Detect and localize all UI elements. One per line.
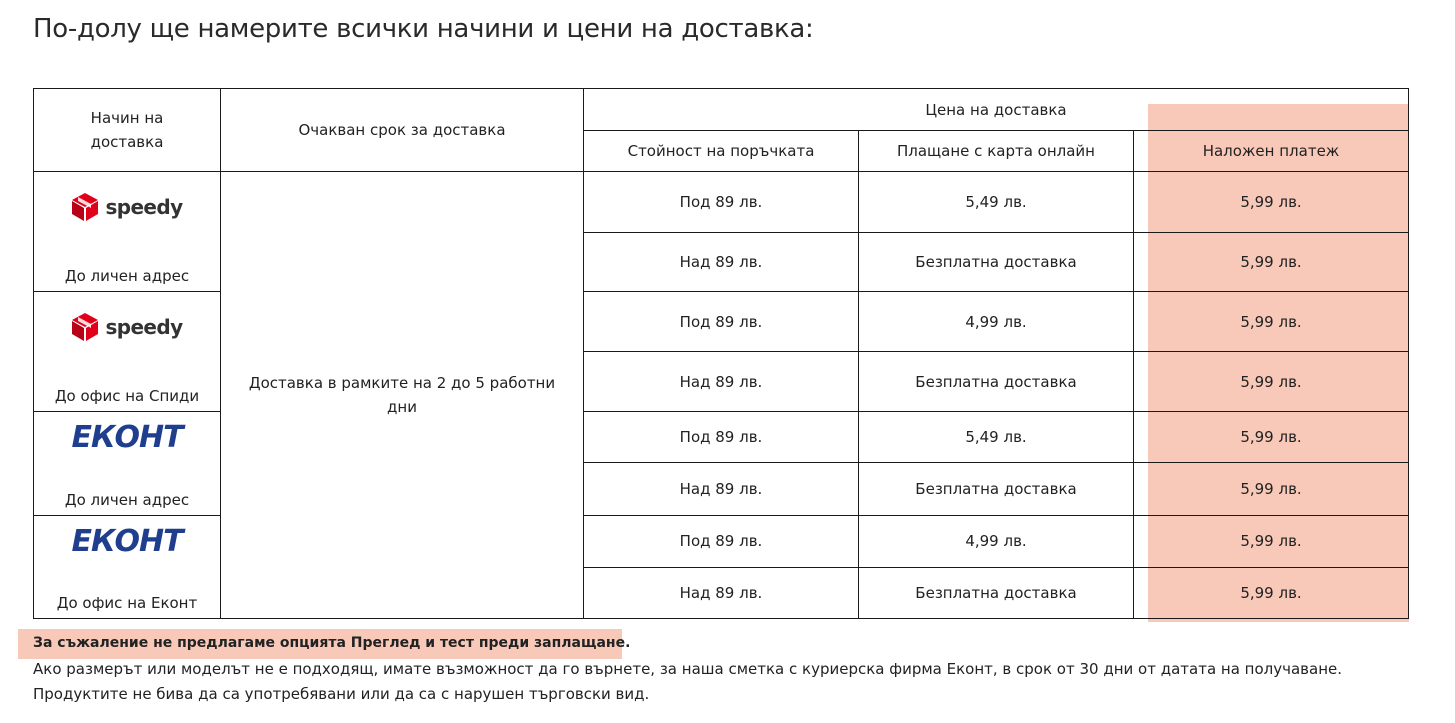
card-price-cell: 5,49 лв. <box>859 412 1134 463</box>
method-label: До офис на Спиди <box>54 387 200 405</box>
order-value-cell: Под 89 лв. <box>584 292 859 352</box>
order-value-cell: Над 89 лв. <box>584 232 859 292</box>
method-label: До офис на Еконт <box>56 594 198 612</box>
cod-price-cell: 5,99 лв. <box>1134 412 1409 463</box>
header-term: Очакван срок за доставка <box>221 89 584 172</box>
speedy-box-icon <box>71 192 99 222</box>
card-price-cell: Безплатна доставка <box>859 232 1134 292</box>
header-card-payment: Плащане с карта онлайн <box>859 131 1134 172</box>
return-policy-text: Ако размерът или моделът не е подходящ, имате възможност да го върнете, за наша сметка с куриерска фирма Еконт, в срок от 30 дни от датата на получаване. Продуктите не бива да са употребявани или да са с нарушен търговски вид. <box>33 660 1343 703</box>
order-value-cell: Под 89 лв. <box>584 172 859 233</box>
order-value-cell: Над 89 лв. <box>584 567 859 619</box>
header-cod: Наложен платеж <box>1134 131 1409 172</box>
card-price-cell: Безплатна доставка <box>859 463 1134 516</box>
method-label: До личен адрес <box>64 491 190 509</box>
header-price: Цена на доставка <box>584 89 1409 131</box>
order-value-cell: Над 89 лв. <box>584 352 859 412</box>
method-econt-office <box>34 516 221 619</box>
header-method: Начин на доставка <box>34 89 221 172</box>
method-label: До личен адрес <box>64 267 190 285</box>
header-order-value: Стойност на поръчката <box>584 131 859 172</box>
card-price-cell: Безплатна доставка <box>859 352 1134 412</box>
cod-price-cell: 5,99 лв. <box>1134 516 1409 568</box>
cod-price-cell: 5,99 лв. <box>1134 172 1409 233</box>
card-price-cell: 4,99 лв. <box>859 292 1134 352</box>
econt-logo: ЕКОНТ <box>71 420 183 455</box>
cod-price-cell: 5,99 лв. <box>1134 232 1409 292</box>
notice-no-inspection: За съжаление не предлагаме опцията Преглед и тест преди заплащане. <box>33 635 631 651</box>
cod-price-cell: 5,99 лв. <box>1134 463 1409 516</box>
page-heading: По-долу ще намерите всички начини и цени на доставка: <box>33 14 814 44</box>
delivery-term: Доставка в рамките на 2 до 5 работни дни <box>221 172 584 619</box>
order-value-cell: Под 89 лв. <box>584 412 859 463</box>
order-value-cell: Под 89 лв. <box>584 516 859 568</box>
cod-price-cell: 5,99 лв. <box>1134 292 1409 352</box>
method-speedy-office <box>34 292 221 412</box>
speedy-logo: speedy <box>71 192 182 222</box>
method-econt-address <box>34 412 221 516</box>
cod-price-cell: 5,99 лв. <box>1134 567 1409 619</box>
speedy-box-icon <box>71 312 99 342</box>
delivery-rates-table <box>33 88 1409 619</box>
econt-logo: ЕКОНТ <box>71 524 183 559</box>
order-value-cell: Над 89 лв. <box>584 463 859 516</box>
method-speedy-address <box>34 172 221 292</box>
card-price-cell: Безплатна доставка <box>859 567 1134 619</box>
cod-price-cell: 5,99 лв. <box>1134 352 1409 412</box>
speedy-logo: speedy <box>71 312 182 342</box>
card-price-cell: 4,99 лв. <box>859 516 1134 568</box>
card-price-cell: 5,49 лв. <box>859 172 1134 233</box>
